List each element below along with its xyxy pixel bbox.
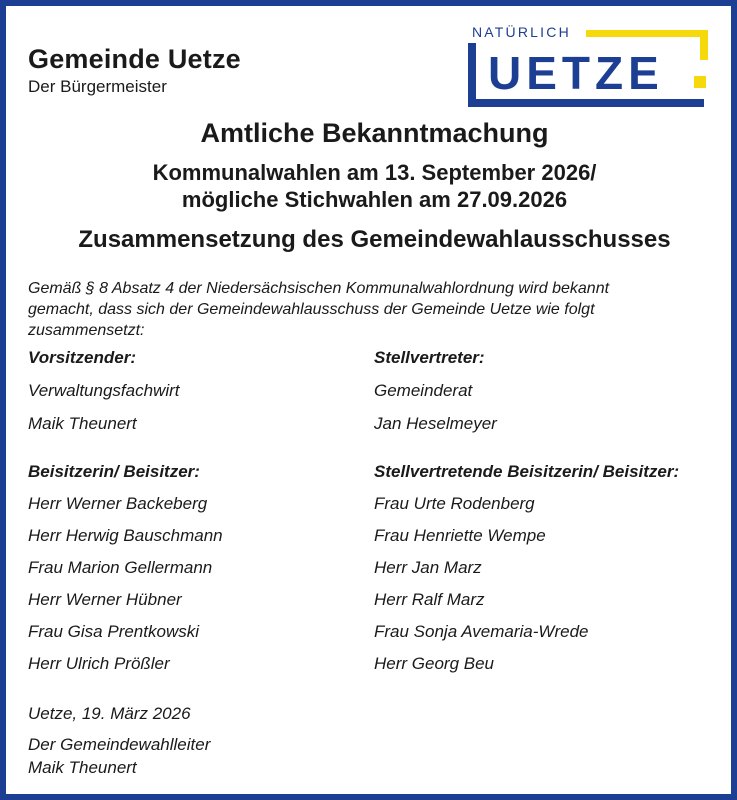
deputy-member-item: Herr Jan Marz [374, 558, 482, 577]
chair-heading: Vorsitzender: [28, 348, 137, 367]
member-item: Herr Werner Backeberg [28, 494, 208, 513]
deputy-member-item: Herr Ralf Marz [374, 590, 485, 609]
issuer-subtitle: Der Bürgermeister [28, 77, 167, 96]
deputy-heading: Stellvertreter: [374, 348, 485, 367]
place-date: Uetze, 19. März 2026 [28, 704, 191, 723]
subtitle-line-2: mögliche Stichwahlen am 27.09.2026 [181, 187, 568, 212]
subtitle-line-1: Kommunalwahlen am 13. September 2026/ [152, 160, 597, 185]
chair-role: Verwaltungsfachwirt [28, 381, 180, 400]
deputy-member-item: Frau Urte Rodenberg [374, 494, 535, 513]
deputy-name: Jan Heselmeyer [374, 414, 497, 433]
deputy-member-item: Herr Georg Beu [374, 654, 494, 673]
intro-line-1: Gemäß § 8 Absatz 4 der Niedersächsischen Kommunalwahlordnung wird bekannt [28, 280, 610, 297]
member-item: Herr Herwig Bauschmann [28, 526, 223, 545]
uetze-logo [468, 24, 708, 110]
issuer-name: Gemeinde Uetze [28, 44, 241, 74]
notice-title: Amtliche Bekanntmachung [200, 118, 549, 148]
notice-subject: Zusammensetzung des Gemeindewahlausschusses [78, 226, 671, 253]
member-item: Frau Marion Gellermann [28, 558, 213, 577]
issuer-block [28, 43, 241, 98]
intro-line-2: gemacht, dass sich der Gemeindewahlausschuss der Gemeinde Uetze wie folgt [28, 301, 595, 318]
member-item: Herr Werner Hübner [28, 590, 182, 609]
logo-wordmark: UETZE [488, 47, 664, 99]
intro-paragraph [28, 278, 718, 341]
signer-name: Maik Theunert [28, 758, 137, 777]
deputy-role: Gemeinderat [374, 381, 473, 400]
deputy-member-item: Frau Henriette Wempe [374, 526, 546, 545]
member-item: Frau Gisa Prentkowski [28, 622, 199, 641]
deputy-members-heading: Stellvertretende Beisitzerin/ Beisitzer: [374, 462, 680, 481]
intro-line-3: zusammensetzt: [28, 322, 145, 339]
notice-subtitle [6, 159, 737, 213]
chair-name: Maik Theunert [28, 414, 137, 433]
deputy-member-item: Frau Sonja Avemaria-Wrede [374, 622, 589, 641]
member-item: Herr Ulrich Prößler [28, 654, 170, 673]
logo-tagline: NATÜRLICH [472, 24, 571, 40]
signer-role: Der Gemeindewahlleiter [28, 735, 211, 754]
members-heading: Beisitzerin/ Beisitzer: [28, 462, 200, 481]
